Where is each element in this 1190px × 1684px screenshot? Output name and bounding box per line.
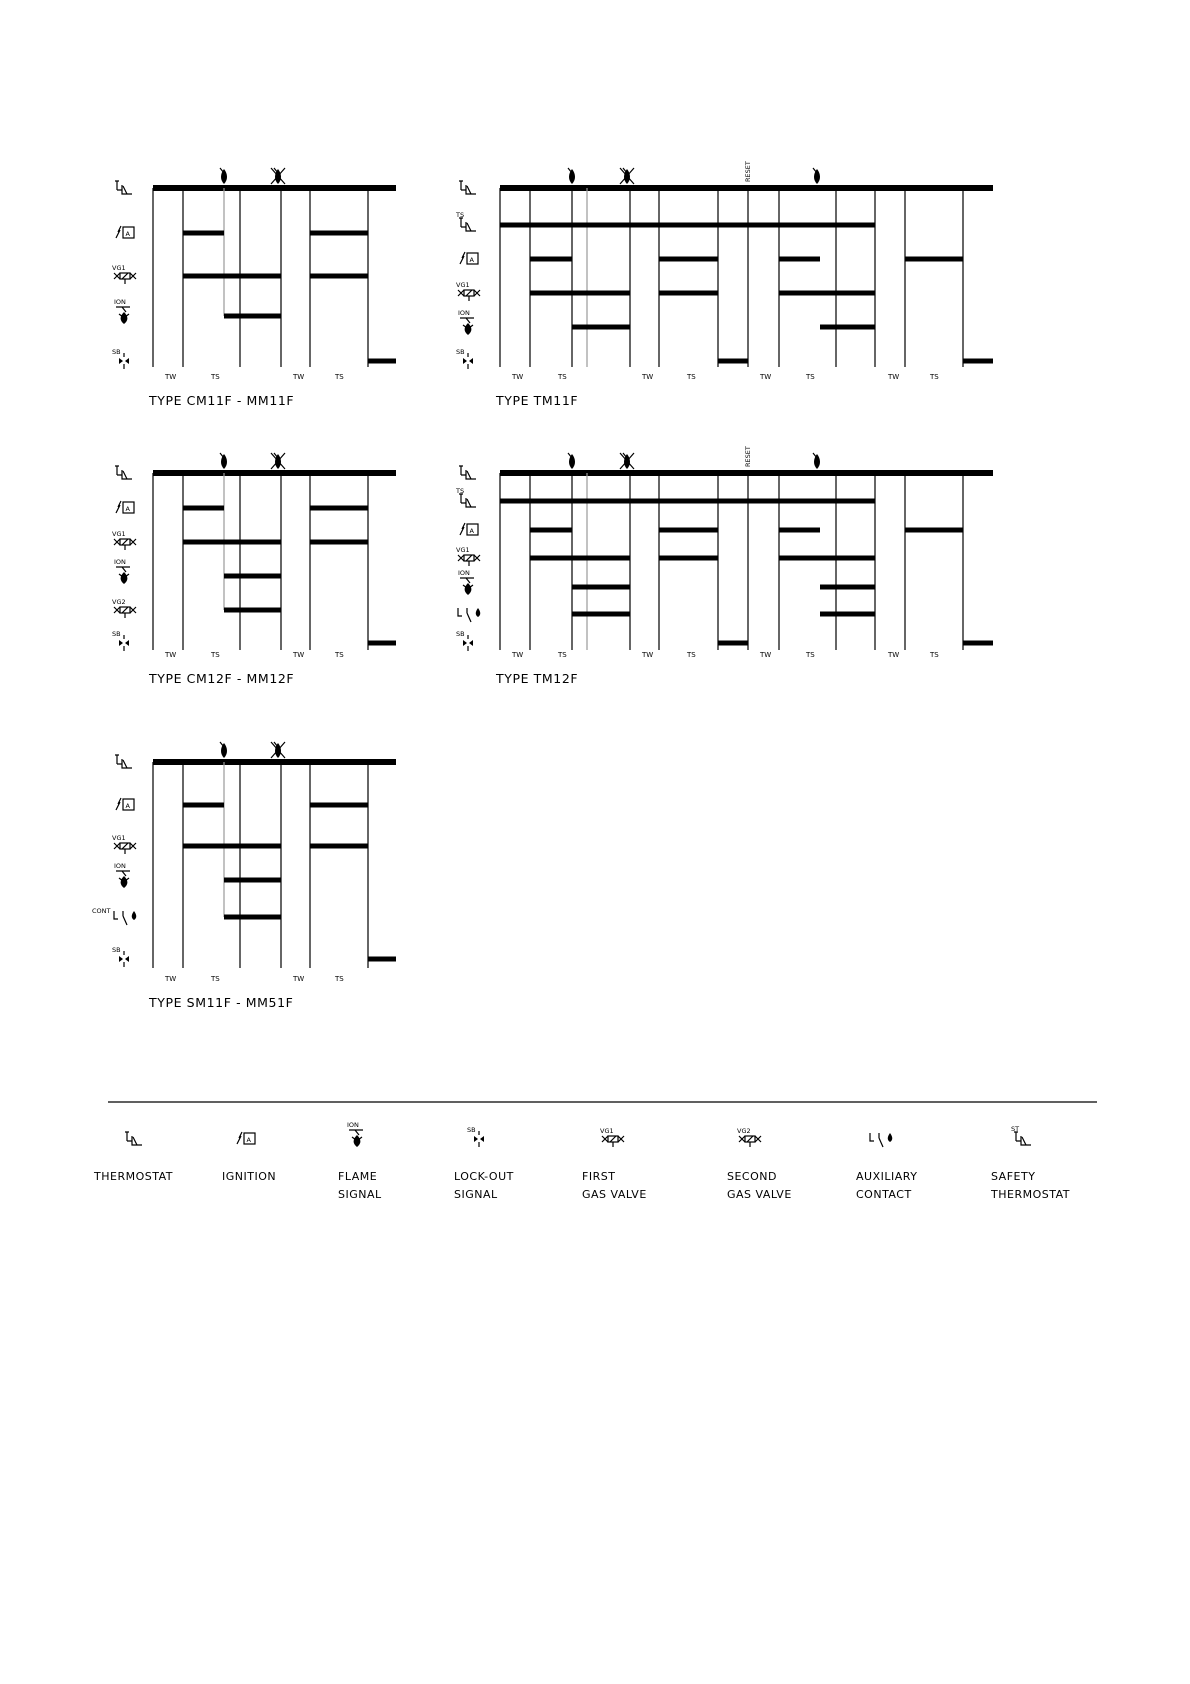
- signal-bar: [659, 257, 718, 262]
- symbol-label: SB: [467, 1126, 476, 1134]
- lockout-signal-icon: [112, 630, 129, 651]
- signal-bar: [905, 257, 963, 262]
- symbol-label: SB: [112, 348, 121, 356]
- legend-item: [582, 1127, 647, 1201]
- symbol-legend: [93, 1102, 1097, 1201]
- first-gas-valve-icon: [600, 1127, 624, 1147]
- flame-drop: [121, 572, 128, 584]
- spark-letter: A: [246, 1136, 251, 1144]
- thermostat-signal-bar: [153, 470, 396, 476]
- legend-label: CONTACT: [856, 1188, 912, 1201]
- symbol-label: TS: [456, 211, 465, 219]
- symbol-label: VG1: [112, 834, 126, 842]
- segment-label: TW: [293, 373, 305, 381]
- signal-bar: [779, 556, 875, 561]
- thermostat-icon: [459, 466, 476, 479]
- symbol-label: SB: [112, 630, 121, 638]
- lockout-signal-icon: [112, 946, 129, 967]
- symbol-label: ION: [114, 298, 126, 306]
- symbol-label: SB: [456, 630, 465, 638]
- symbol-label: VG1: [112, 264, 126, 272]
- flame-drop: [354, 1135, 361, 1147]
- ignition-icon: [460, 252, 478, 264]
- legend-label: GAS VALVE: [727, 1188, 792, 1201]
- lockout-signal-icon: [467, 1126, 484, 1147]
- contact-stroke: [458, 608, 471, 622]
- legend-label: SIGNAL: [454, 1188, 498, 1201]
- lamp-body: [463, 358, 473, 364]
- auxiliary-contact-icon: [458, 608, 480, 622]
- segment-label: TS: [211, 651, 220, 659]
- legend-item: [338, 1121, 382, 1201]
- signal-bar: [905, 528, 963, 533]
- signal-bar: [820, 325, 875, 330]
- first-gas-valve-icon: [112, 530, 136, 550]
- thermostat-icon: [125, 1132, 142, 1145]
- signal-bar: [718, 641, 748, 646]
- signal-bar: [183, 844, 281, 849]
- no-flame-marker-icon: [271, 453, 285, 469]
- ignition-icon: [237, 1132, 255, 1144]
- signal-bar: [963, 641, 993, 646]
- timing-diagram-3: [112, 453, 396, 686]
- probe-line: [116, 567, 130, 572]
- timing-diagram-2: [455, 161, 993, 408]
- probe-line: [460, 318, 474, 323]
- switch-arm: [123, 760, 127, 768]
- legend-item: [222, 1132, 276, 1183]
- signal-bar: [310, 540, 368, 545]
- symbol-label: VG2: [737, 1127, 751, 1135]
- first-gas-valve-icon: [112, 264, 136, 284]
- signal-bar: [310, 274, 368, 279]
- spark-stroke: [460, 252, 465, 264]
- flame-signal-icon: [347, 1121, 363, 1147]
- switch-arm: [1022, 1137, 1026, 1145]
- spark-letter: A: [469, 256, 474, 264]
- segment-label: TW: [760, 651, 772, 659]
- signal-bar: [718, 359, 748, 364]
- signal-bar: [224, 574, 281, 579]
- signal-bar: [224, 915, 281, 920]
- legend-item: [727, 1127, 792, 1201]
- symbol-label: CONT: [92, 907, 111, 915]
- spark-letter: A: [125, 505, 130, 513]
- segment-label: TS: [558, 651, 567, 659]
- segment-label: TW: [165, 975, 177, 983]
- legend-label: GAS VALVE: [582, 1188, 647, 1201]
- segment-label: TW: [888, 373, 900, 381]
- segment-label: TW: [888, 651, 900, 659]
- lamp-body: [119, 358, 129, 364]
- segment-label: TS: [558, 373, 567, 381]
- segment-label: TS: [806, 651, 815, 659]
- switch-arm: [123, 186, 127, 194]
- timing-diagram-5: [92, 742, 396, 1010]
- signal-bar: [530, 556, 630, 561]
- spark-stroke: [116, 501, 121, 513]
- signal-bar: [368, 359, 396, 364]
- flame-signal-icon: [458, 569, 474, 595]
- contact-stroke: [870, 1133, 883, 1147]
- switch-arm: [467, 186, 471, 194]
- first-gas-valve-icon: [112, 834, 136, 854]
- symbol-label: ION: [458, 569, 470, 577]
- signal-bar: [183, 803, 224, 808]
- switch-arm: [467, 499, 471, 507]
- lamp-body: [119, 640, 129, 646]
- diagram-type-label: TYPE TM12F: [496, 671, 579, 686]
- safety-thermostat-icon: [455, 487, 476, 507]
- segment-label: TS: [211, 975, 220, 983]
- diagram-type-label: TYPE TM11F: [496, 393, 579, 408]
- legend-label: THERMOSTAT: [94, 1170, 173, 1183]
- spark-letter: A: [125, 802, 130, 810]
- switch-arm: [467, 471, 471, 479]
- flame-drop: [465, 583, 472, 595]
- auxiliary-contact-icon: [870, 1133, 892, 1147]
- segment-label: TW: [165, 373, 177, 381]
- symbol-label: VG1: [600, 1127, 614, 1135]
- reset-marker: RESET: [744, 161, 752, 182]
- lamp-body: [474, 1136, 484, 1142]
- signal-bar: [530, 257, 572, 262]
- lamp-body: [119, 956, 129, 962]
- spark-letter: A: [469, 527, 474, 535]
- switch-arm: [123, 471, 127, 479]
- thermostat-icon: [115, 181, 132, 194]
- flame-marker-icon: [568, 453, 575, 469]
- signal-bar: [820, 612, 875, 617]
- symbol-label: VG1: [456, 546, 470, 554]
- spark-stroke: [116, 798, 121, 810]
- segment-label: TS: [335, 651, 344, 659]
- signal-bar: [572, 585, 630, 590]
- lamp-body: [463, 640, 473, 646]
- legend-label: IGNITION: [222, 1170, 277, 1183]
- second-gas-valve-icon: [112, 598, 136, 618]
- diagram-type-label: TYPE CM12F - MM12F: [149, 671, 295, 686]
- legend-label: LOCK-OUT: [454, 1170, 514, 1183]
- signal-bar: [500, 499, 875, 504]
- signal-bar: [310, 231, 368, 236]
- segment-label: TW: [293, 975, 305, 983]
- flame-marker-icon: [220, 453, 227, 469]
- signal-bar: [368, 957, 396, 962]
- segment-label: TW: [512, 651, 524, 659]
- diagram-type-label: TYPE SM11F - MM51F: [149, 995, 294, 1010]
- legend-label: FLAME: [338, 1170, 378, 1183]
- symbol-label: ION: [114, 862, 126, 870]
- legend-label: SAFETY: [991, 1170, 1036, 1183]
- first-gas-valve-icon: [456, 281, 480, 301]
- signal-bar: [500, 223, 875, 228]
- timing-diagram-4: [455, 446, 993, 686]
- flame-drop: [121, 876, 128, 888]
- signal-bar: [224, 314, 281, 319]
- flame-drop: [465, 323, 472, 335]
- signal-bar: [183, 540, 281, 545]
- switch-arm: [467, 223, 471, 231]
- no-flame-marker-icon: [620, 453, 634, 469]
- segment-label: TW: [512, 373, 524, 381]
- symbol-label: TS: [456, 487, 465, 495]
- segment-label: TW: [642, 373, 654, 381]
- segment-label: TS: [930, 373, 939, 381]
- switch-arm: [133, 1137, 137, 1145]
- flame-marker-icon: [813, 453, 820, 469]
- no-flame-marker-icon: [271, 742, 285, 758]
- flame-signal-icon: [114, 298, 130, 324]
- signal-bar: [183, 274, 281, 279]
- legend-label: SIGNAL: [338, 1188, 382, 1201]
- segment-label: TW: [165, 651, 177, 659]
- reset-marker: RESET: [744, 446, 752, 467]
- safety-thermostat-icon: [1011, 1125, 1031, 1145]
- legend-item: [990, 1125, 1070, 1201]
- lockout-signal-icon: [456, 630, 473, 651]
- flame-marker-icon: [568, 168, 575, 184]
- thermostat-icon: [115, 466, 132, 479]
- symbol-label: VG1: [456, 281, 470, 289]
- thermostat-icon: [459, 181, 476, 194]
- spark-stroke: [116, 226, 121, 238]
- thermostat-signal-bar: [500, 470, 993, 476]
- lockout-signal-icon: [456, 348, 473, 369]
- signal-bar: [779, 528, 820, 533]
- symbol-label: ION: [347, 1121, 359, 1129]
- contact-flame: [888, 1133, 893, 1142]
- no-flame-marker-icon: [620, 168, 634, 184]
- segment-label: TS: [806, 373, 815, 381]
- probe-line: [116, 871, 130, 876]
- signal-bar: [530, 291, 630, 296]
- signal-bar: [963, 359, 993, 364]
- spark-stroke: [460, 523, 465, 535]
- spark-letter: A: [125, 230, 130, 238]
- signal-bar: [183, 231, 224, 236]
- signal-bar: [310, 844, 368, 849]
- flame-signal-icon: [114, 558, 130, 584]
- signal-bar: [659, 528, 718, 533]
- symbol-label: VG2: [112, 598, 126, 606]
- segment-label: TW: [760, 373, 772, 381]
- flame-marker-icon: [813, 168, 820, 184]
- diagram-type-label: TYPE CM11F - MM11F: [149, 393, 295, 408]
- legend-item: [454, 1126, 514, 1201]
- probe-line: [116, 307, 130, 312]
- flame-marker-icon: [220, 168, 227, 184]
- ignition-icon: [116, 501, 134, 513]
- segment-label: TW: [642, 651, 654, 659]
- segment-label: TS: [335, 373, 344, 381]
- signal-bar: [572, 612, 630, 617]
- segment-label: TW: [293, 651, 305, 659]
- segment-label: TS: [687, 373, 696, 381]
- probe-line: [349, 1130, 363, 1135]
- flame-marker-icon: [220, 742, 227, 758]
- symbol-label: ST: [1011, 1125, 1020, 1133]
- contact-stroke: [114, 911, 127, 925]
- legend-label: SECOND: [727, 1170, 777, 1183]
- ignition-icon: [116, 226, 134, 238]
- signal-bar: [572, 325, 630, 330]
- legend-label: THERMOSTAT: [991, 1188, 1070, 1201]
- contact-flame: [476, 608, 481, 617]
- signal-bar: [820, 585, 875, 590]
- segment-label: TS: [687, 651, 696, 659]
- no-flame-marker-icon: [271, 168, 285, 184]
- signal-bar: [368, 641, 396, 646]
- signal-bar: [779, 291, 875, 296]
- flame-drop: [121, 312, 128, 324]
- legend-item: [93, 1132, 173, 1183]
- signal-bar: [530, 528, 572, 533]
- flame-signal-icon: [458, 309, 474, 335]
- contact-flame: [132, 911, 137, 920]
- signal-bar: [310, 803, 368, 808]
- probe-line: [460, 578, 474, 583]
- symbol-label: ION: [114, 558, 126, 566]
- signal-bar: [224, 608, 281, 613]
- safety-thermostat-icon: [455, 211, 476, 231]
- signal-bar: [183, 506, 224, 511]
- thermostat-signal-bar: [153, 759, 396, 765]
- legend-label: FIRST: [582, 1170, 616, 1183]
- second-gas-valve-icon: [737, 1127, 761, 1147]
- lockout-signal-icon: [112, 348, 129, 369]
- symbol-label: SB: [112, 946, 121, 954]
- ignition-icon: [460, 523, 478, 535]
- segment-label: TS: [930, 651, 939, 659]
- legend-label: AUXILIARY: [856, 1170, 918, 1183]
- timing-diagram-1: [112, 168, 396, 408]
- legend-item: [856, 1133, 917, 1201]
- signal-bar: [310, 506, 368, 511]
- symbol-label: SB: [456, 348, 465, 356]
- thermostat-icon: [115, 755, 132, 768]
- signal-bar: [659, 291, 718, 296]
- signal-bar: [659, 556, 718, 561]
- segment-label: TS: [335, 975, 344, 983]
- thermostat-signal-bar: [500, 185, 993, 191]
- flame-signal-icon: [114, 862, 130, 888]
- signal-bar: [224, 878, 281, 883]
- spark-stroke: [237, 1132, 242, 1144]
- auxiliary-contact-icon: [92, 907, 136, 925]
- first-gas-valve-icon: [456, 546, 480, 566]
- segment-label: TS: [211, 373, 220, 381]
- thermostat-signal-bar: [153, 185, 396, 191]
- symbol-label: VG1: [112, 530, 126, 538]
- signal-bar: [779, 257, 820, 262]
- ignition-icon: [116, 798, 134, 810]
- symbol-label: ION: [458, 309, 470, 317]
